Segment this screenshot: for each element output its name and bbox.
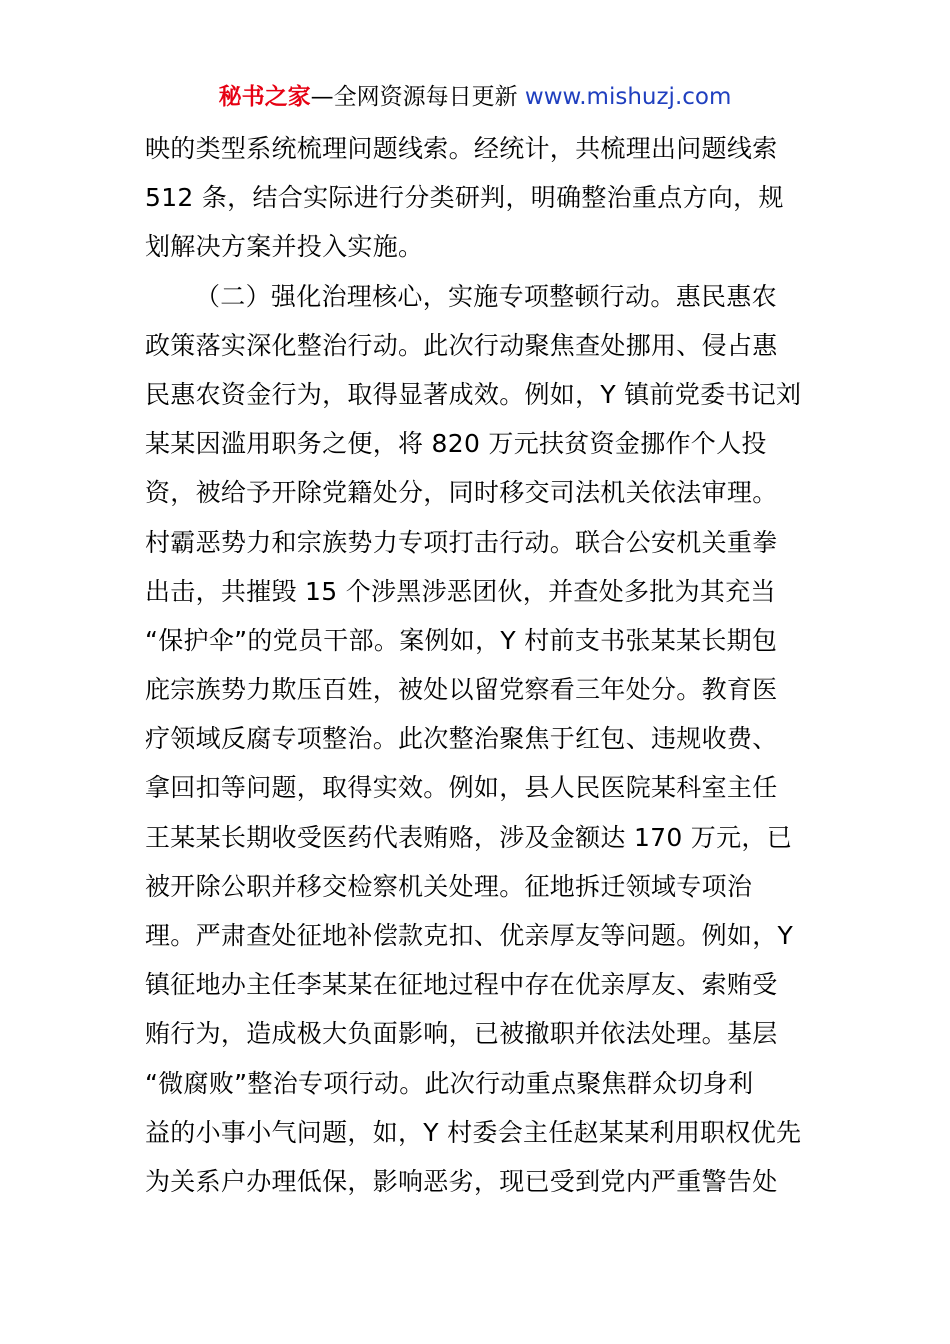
paragraph-heading-line: （二）强化治理核心，实施专项整顿行动。惠民惠农 [195,281,777,311]
text-line: 拿回扣等问题，取得实效。例如，县人民医院某科室主任 [145,773,778,803]
text-line: 划解决方案并投入实施。 [145,232,424,262]
text-line: 疗领域反腐专项整治。此次整治聚焦于红包、违规收费、 [145,724,778,754]
text-line: “微腐败”整治专项行动。此次行动重点聚焦群众切身利 [145,1068,754,1098]
text-line: 贿行为，造成极大负面影响，已被撤职并依法处理。基层 [145,1019,778,1049]
site-url-link[interactable]: www.mishuzj.com [524,84,732,110]
text-line: 出击，共摧毁 15 个涉黑涉恶团伙，并查处多批为其充当 [145,576,776,606]
text-line: 庇宗族势力欺压百姓，被处以留党察看三年处分。教育医 [145,675,778,705]
site-tagline: —全网资源每日更新 [310,84,518,110]
text-line: 理。严肃查处征地补偿款克扣、优亲厚友等问题。例如，Y [145,921,794,950]
text-line: 镇征地办主任李某某在征地过程中存在优亲厚友、索贿受 [145,970,778,1000]
text-line: 民惠农资金行为，取得显著成效。例如，Y 镇前党委书记刘 [145,379,802,409]
text-line: 512 条，结合实际进行分类研判，明确整治重点方向，规 [145,183,784,213]
document-body [145,124,810,1206]
page-header [0,82,950,112]
site-brand: 秘书之家 [218,84,311,110]
text-line: 益的小事小气问题，如，Y 村委会主任赵某某利用职权优先 [145,1117,802,1147]
text-line: 资，被给予开除党籍处分，同时移交司法机关依法审理。 [145,478,778,508]
text-line: 被开除公职并移交检察机关处理。征地拆迁领域专项治 [145,871,753,901]
text-line: 某某因滥用职务之便，将 820 万元扶贫资金挪作个人投 [145,429,767,459]
text-line: 映的类型系统梳理问题线索。经统计，共梳理出问题线索 [145,134,778,163]
text-line: 政策落实深化整治行动。此次行动聚焦查处挪用、侵占惠 [145,330,778,360]
text-line: 为关系户办理低保，影响恶劣，现已受到党内严重警告处 [145,1166,778,1196]
text-line: 王某某长期收受医药代表贿赂，涉及金额达 170 万元，已 [145,822,793,852]
text-line: 村霸恶势力和宗族势力专项打击行动。联合公安机关重拳 [145,527,778,557]
text-line: “保护伞”的党员干部。案例如，Y 村前支书张某某长期包 [145,625,778,655]
